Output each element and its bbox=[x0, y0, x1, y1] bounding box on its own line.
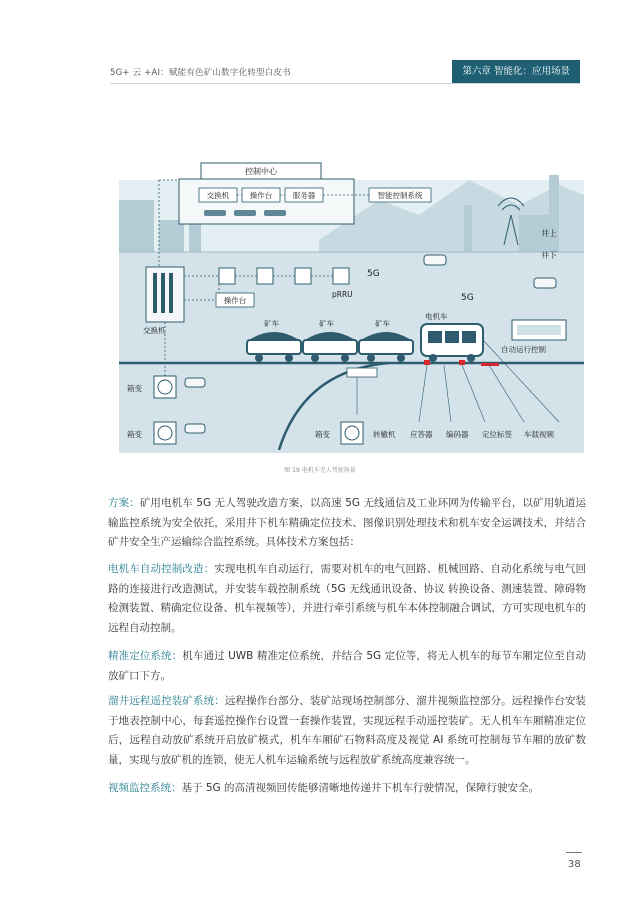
console-top-label: 操作台 bbox=[249, 191, 273, 200]
switch-top-label: 交换机 bbox=[206, 191, 230, 200]
diagram-svg bbox=[119, 160, 584, 453]
paragraph-solution bbox=[108, 494, 586, 553]
paragraph-remote-loading bbox=[108, 692, 586, 770]
legend-switch-machine: 转辙机 bbox=[373, 430, 396, 439]
paragraph-text: 基于 5G 的高清视频回传能够清晰地传递井下机车行驶情况，保障行驶安全。 bbox=[181, 782, 539, 794]
chapter-tag: 第六章 智能化：应用场景 bbox=[452, 60, 580, 84]
server-label: 服务器 bbox=[292, 191, 316, 200]
label-5g-a: 5G bbox=[367, 269, 380, 279]
label-5g-b: 5G bbox=[461, 293, 474, 303]
paragraph-lead: 溜井远程遥控装矿系统： bbox=[108, 695, 225, 707]
red-marker-3 bbox=[481, 363, 499, 366]
legend-responder: 应答器 bbox=[410, 430, 433, 439]
box2-label: 箱变 bbox=[127, 430, 142, 439]
console-under-label: 操作台 bbox=[223, 296, 247, 305]
paragraph-auto-control bbox=[108, 560, 586, 638]
legend-onboard-video: 车载视频 bbox=[524, 430, 554, 439]
switch-left-ports bbox=[153, 273, 173, 313]
switch-machine-device bbox=[347, 368, 377, 377]
header-divider bbox=[110, 83, 580, 84]
control-center-label: 控制中心 bbox=[245, 167, 277, 176]
paragraph-positioning bbox=[108, 647, 586, 686]
paragraph-lead: 视频监控系统： bbox=[108, 782, 182, 794]
auto-control-label: 自动运行控制 bbox=[501, 345, 546, 354]
locomotive bbox=[421, 324, 483, 362]
red-marker-2 bbox=[459, 360, 465, 365]
book-title: 5G+ 云 +AI：赋能有色矿山数字化转型白皮书 bbox=[110, 68, 291, 78]
auto-control-screen bbox=[517, 325, 561, 335]
page-number-rule bbox=[566, 852, 582, 853]
loco-label: 电机车 bbox=[425, 312, 448, 321]
paragraph-text: 矿用电机车 5G 无人驾驶改造方案，以高速 5G 无线通信及工业环网为传输平台，以矿用轨道运输监控系统为安全依托，采用井下机车精确定位技术、图像识别处理技术和机车安全运调技术，并结合矿井安全生产运输综合监控系统。具体技术方案包括： bbox=[108, 497, 587, 548]
legend-position-tag: 定位标签 bbox=[482, 430, 512, 439]
paragraph-lead: 精准定位系统： bbox=[108, 650, 183, 662]
paragraph-text: 机车通过 UWB 精准定位系统，并结合 5G 定位等，将无人机车的每节车厢定位至自动放矿口下方。 bbox=[108, 650, 587, 682]
figure-caption: 图 19 电机车无人驾驶场景 bbox=[284, 467, 356, 474]
car3-label: 矿车 bbox=[375, 319, 390, 328]
box3-label: 箱变 bbox=[315, 430, 330, 439]
control-desks bbox=[204, 210, 286, 216]
prru-label: pRRU bbox=[332, 290, 353, 299]
red-marker-1 bbox=[424, 360, 430, 365]
page-header bbox=[110, 60, 580, 84]
smart-control-label: 智能控制系统 bbox=[377, 191, 423, 200]
switch-left-label: 交换机 bbox=[143, 326, 166, 335]
below-ground-label: 井下 bbox=[541, 251, 557, 260]
paragraph-video bbox=[108, 779, 586, 799]
car2-label: 矿车 bbox=[319, 319, 334, 328]
paragraph-text: 远程操作台部分、装矿站现场控制部分、溜井视频监控部分。远程操作台安装于地表控制中心，每套遥控操作台设置一套操作装置，实现远程手动遥控装矿。无人机车车厢精准定位后，远程自动放矿系统开启放矿模式，机车车厢矿石物料高度及视觉 AI 系统可控制每节车厢的放矿数量，实现与放矿机的连锁，使无人机车运输系统与远程放矿系统高度兼容统一。 bbox=[108, 695, 586, 766]
paragraph-lead: 方案： bbox=[108, 497, 140, 509]
car1-label: 矿车 bbox=[264, 319, 279, 328]
paragraph-text: 实现电机车自动运行，需要对机车的电气回路、机械回路、自动化系统与电气回路的连接进行改造测试，并安装车载控制系统（5G 无线通讯设备、协议 转换设备、测速装置、障碍物检测装置、精确定位设备、机车视频等），并进行牵引系统与机车本体控制融合调试，方可实现电机车的远程自动控制。 bbox=[108, 563, 586, 634]
paragraph-lead: 电机车自动控制改造： bbox=[108, 563, 215, 575]
page-number: 38 bbox=[568, 859, 581, 870]
figure-unmanned-locomotive bbox=[119, 160, 584, 453]
box1-label: 箱变 bbox=[127, 384, 142, 393]
legend-encoder: 编码器 bbox=[446, 430, 469, 439]
above-ground-label: 井上 bbox=[541, 229, 557, 238]
